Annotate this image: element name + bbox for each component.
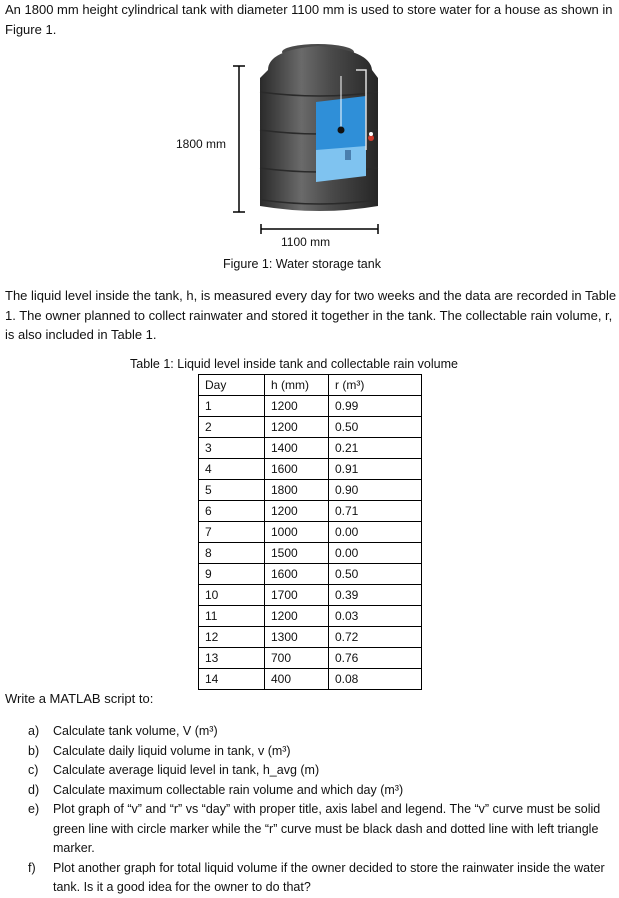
cell-h: 1600 <box>265 564 329 585</box>
task-text: Plot graph of “v” and “r” vs “day” with proper title, axis label and legend. The “v” curve must be solid green line with circle marker while the “r” curve must be black dash and dotted line with left triangle marker. <box>53 802 601 855</box>
height-label: 1800 mm <box>176 137 227 151</box>
table-row <box>199 438 422 459</box>
cell-r: 0.08 <box>329 669 422 690</box>
table-header-row <box>199 375 422 396</box>
table-row <box>199 480 422 501</box>
task-text: Calculate daily liquid volume in tank, v (m³) <box>53 743 291 758</box>
cell-r: 0.99 <box>329 396 422 417</box>
cell-r: 0.39 <box>329 585 422 606</box>
cell-day: 7 <box>199 522 265 543</box>
cell-day: 5 <box>199 480 265 501</box>
data-description-paragraph: The liquid level inside the tank, h, is measured every day for two weeks and the data are recorded in Table 1. The owner planned to collect rainwater and stored it together in the tank. The collectable rain volume, r, is also included in Table 1. <box>5 288 617 342</box>
cell-h: 1500 <box>265 543 329 564</box>
table-row <box>199 585 422 606</box>
task-text: Calculate average liquid level in tank, h_avg (m) <box>53 763 320 777</box>
cell-day: 9 <box>199 564 265 585</box>
task-item <box>28 722 618 742</box>
cell-day: 8 <box>199 543 265 564</box>
cell-day: 12 <box>199 627 265 648</box>
cell-r: 0.50 <box>329 417 422 438</box>
cell-h: 1200 <box>265 606 329 627</box>
table-body <box>199 396 422 690</box>
task-marker: f) <box>28 860 36 875</box>
table-row <box>199 522 422 543</box>
cell-day: 3 <box>199 438 265 459</box>
cell-h: 1800 <box>265 480 329 501</box>
table-row <box>199 417 422 438</box>
task-text: Calculate maximum collectable rain volume and which day (m³) <box>53 782 404 797</box>
diameter-dimension-line <box>261 224 378 234</box>
cell-h: 1200 <box>265 501 329 522</box>
table-row <box>199 606 422 627</box>
table-row <box>199 501 422 522</box>
table-row <box>199 459 422 480</box>
cell-h: 1200 <box>265 417 329 438</box>
task-item <box>28 742 618 762</box>
data-table <box>198 374 422 690</box>
task-item <box>28 859 618 898</box>
table-row <box>199 669 422 690</box>
cell-r: 0.76 <box>329 648 422 669</box>
cell-r: 0.72 <box>329 627 422 648</box>
cell-r: 0.91 <box>329 459 422 480</box>
height-dimension-line <box>233 66 245 212</box>
table-row <box>199 627 422 648</box>
task-list <box>28 722 618 898</box>
cell-r: 0.90 <box>329 480 422 501</box>
cell-h: 1200 <box>265 396 329 417</box>
cell-day: 2 <box>199 417 265 438</box>
table-row <box>199 648 422 669</box>
cell-r: 0.00 <box>329 543 422 564</box>
task-text: Calculate tank volume, V (m³) <box>53 724 218 738</box>
table-caption: Table 1: Liquid level inside tank and collectable rain volume <box>130 357 458 371</box>
cell-h: 1300 <box>265 627 329 648</box>
task-item <box>28 800 618 859</box>
header-h: h (mm) <box>265 375 329 396</box>
cell-day: 14 <box>199 669 265 690</box>
cell-day: 6 <box>199 501 265 522</box>
task-marker: c) <box>28 763 39 777</box>
table-row <box>199 396 422 417</box>
cell-r: 0.71 <box>329 501 422 522</box>
cell-r: 0.00 <box>329 522 422 543</box>
cell-r: 0.21 <box>329 438 422 459</box>
task-text: Plot another graph for total liquid volume if the owner decided to store the rainwater inside the water tank. Is it a good idea for the owner to do that? <box>53 860 605 894</box>
task-marker: a) <box>28 724 40 738</box>
header-r: r (m³) <box>329 375 422 396</box>
cell-day: 1 <box>199 396 265 417</box>
table-row <box>199 543 422 564</box>
cell-r: 0.03 <box>329 606 422 627</box>
cell-day: 11 <box>199 606 265 627</box>
cell-r: 0.50 <box>329 564 422 585</box>
cell-day: 10 <box>199 585 265 606</box>
cell-day: 4 <box>199 459 265 480</box>
task-item <box>28 761 618 781</box>
table-row <box>199 564 422 585</box>
task-marker: d) <box>28 782 40 797</box>
cell-h: 1700 <box>265 585 329 606</box>
figure-water-tank <box>0 0 619 280</box>
cell-h: 1600 <box>265 459 329 480</box>
task-marker: e) <box>28 802 40 816</box>
task-marker: b) <box>28 743 40 758</box>
cell-h: 400 <box>265 669 329 690</box>
cell-h: 1400 <box>265 438 329 459</box>
cell-h: 1000 <box>265 522 329 543</box>
header-day: Day <box>199 375 265 396</box>
diameter-label: 1100 mm <box>281 235 331 249</box>
intro-paragraph: An 1800 mm height cylindrical tank with diameter 1100 mm is used to store water for a house as shown in Figure 1. <box>5 2 613 37</box>
cell-h: 700 <box>265 648 329 669</box>
task-item <box>28 781 618 801</box>
task-intro: Write a MATLAB script to: <box>5 691 154 706</box>
cell-day: 13 <box>199 648 265 669</box>
figure-caption: Figure 1: Water storage tank <box>223 257 381 271</box>
